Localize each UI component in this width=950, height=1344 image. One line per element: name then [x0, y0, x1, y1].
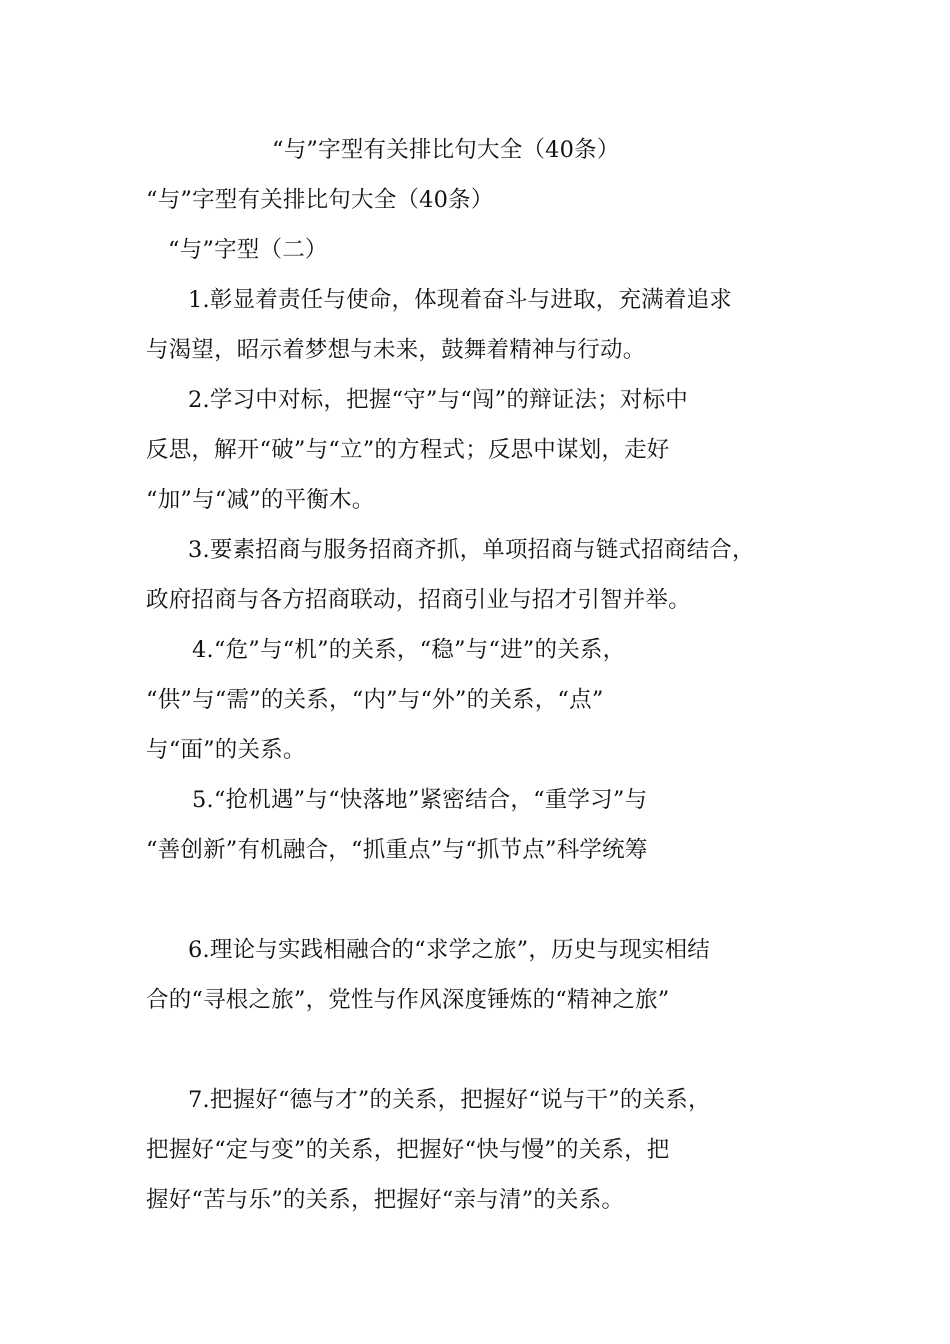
- item-5-line-2: “善创新”有机融合，“抓重点”与“抓节点”科学统筹: [146, 837, 648, 863]
- item-7-line-3: 握好“苦与乐”的关系，把握好“亲与清”的关系。: [146, 1187, 625, 1213]
- item-6-line-2: 合的“寻根之旅”，党性与作风深度锤炼的“精神之旅”: [146, 987, 670, 1013]
- item-2-line-3: “加”与“减”的平衡木。: [146, 487, 375, 513]
- item-2-line-1: 2.学习中对标，把握“守”与“闯”的辩证法；对标中: [188, 387, 688, 413]
- item-1-line-1: 1.彰显着责任与使命，体现着奋斗与进取，充满着追求: [188, 287, 732, 313]
- item-7-line-2: 把握好“定与变”的关系，把握好“快与慢”的关系，把: [146, 1137, 670, 1163]
- item-2-line-2: 反思，解开“破”与“立”的方程式；反思中谋划，走好: [146, 437, 670, 463]
- item-5-line-1: 5.“抢机遇”与“快落地”紧密结合，“重学习”与: [192, 787, 648, 813]
- item-3-line-1: 3.要素招商与服务招商齐抓，单项招商与链式招商结合，: [188, 537, 755, 563]
- item-3-line-2: 政府招商与各方招商联动，招商引业与招才引智并举。: [146, 587, 691, 613]
- item-1-line-2: 与渴望，昭示着梦想与未来，鼓舞着精神与行动。: [146, 337, 646, 363]
- document-subtitle: “与”字型有关排比句大全（40条）: [146, 187, 494, 213]
- item-7-line-1: 7.把握好“德与才”的关系，把握好“说与干”的关系，: [188, 1087, 711, 1113]
- item-6-line-1: 6.理论与实践相融合的“求学之旅”，历史与现实相结: [188, 937, 710, 963]
- document-title: “与”字型有关排比句大全（40条）: [272, 137, 620, 163]
- item-4-line-3: 与“面”的关系。: [146, 737, 306, 763]
- item-4-line-2: “供”与“需”的关系，“内”与“外”的关系，“点”: [146, 687, 604, 713]
- item-4-line-1: 4.“危”与“机”的关系，“稳”与“进”的关系，: [192, 637, 626, 663]
- section-heading: “与”字型（二）: [168, 237, 328, 263]
